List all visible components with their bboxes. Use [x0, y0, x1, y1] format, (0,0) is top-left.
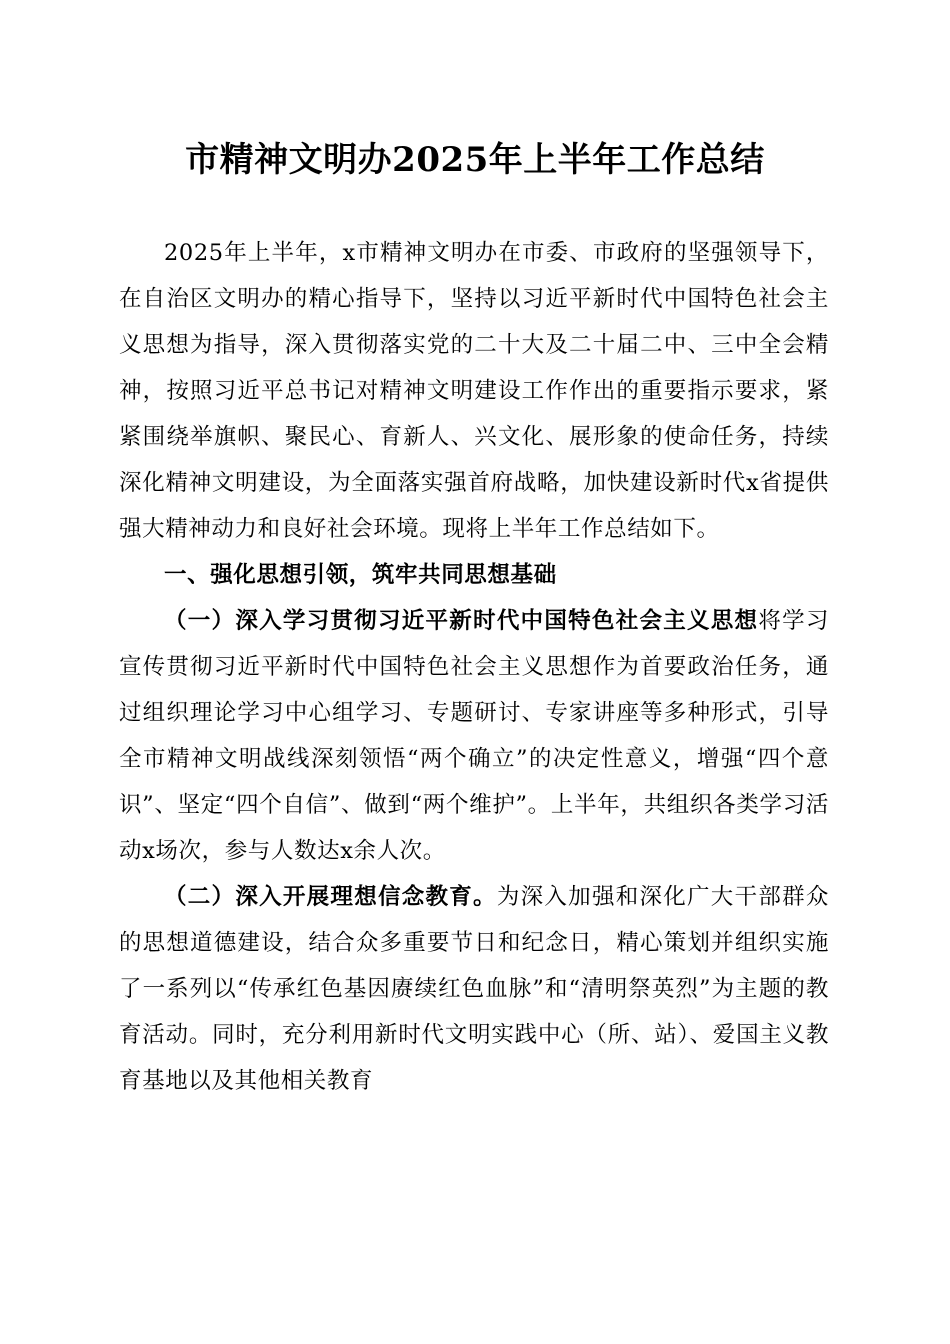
subsection-2-text: 为深入加强和深化广大干部群众的思想道德建设，结合众多重要节日和纪念日，精心策划并组织实施了一系列以“传承红色基因赓续红色血脉”和“清明祭英烈”为主题的教育活动。同时，充分利用新时代文明实践中心（所、站）、爱国主义教育基地以及其他相关教育	[119, 884, 830, 1094]
subsection-1-text: 将学习宣传贯彻习近平新时代中国特色社会主义思想作为首要政治任务，通过组织理论学习中心组学习、专题研讨、专家讲座等多种形式，引导全市精神文明战线深刻领悟“两个确立”的决定性意义，增强“四个意识”、坚定“四个自信”、做到“两个维护”。上半年，共组织各类学习活动x场次，参与人数达x余人次。	[119, 608, 829, 864]
subsection-1-paragraph	[119, 598, 829, 874]
document-body	[119, 230, 829, 1104]
intro-paragraph: 2025年上半年，x市精神文明办在市委、市政府的坚强领导下，在自治区文明办的精心指导下，坚持以习近平新时代中国特色社会主义思想为指导，深入贯彻落实党的二十大及二十届二中、三中全会精神，按照习近平总书记对精神文明建设工作作出的重要指示要求，紧紧围绕举旗帜、聚民心、育新人、兴文化、展形象的使命任务，持续深化精神文明建设，为全面落实强首府战略，加快建设新时代x省提供强大精神动力和良好社会环境。现将上半年工作总结如下。	[119, 240, 829, 542]
section-heading: 一、强化思想引领，筑牢共同思想基础	[164, 562, 557, 588]
subsection-1-lead: （一）深入学习贯彻习近平新时代中国特色社会主义思想	[164, 608, 759, 634]
document-title: 市精神文明办2025年上半年工作总结	[185, 140, 765, 180]
subsection-2-lead: （二）深入开展理想信念教育。	[164, 884, 497, 910]
subsection-2-paragraph	[119, 874, 829, 1104]
